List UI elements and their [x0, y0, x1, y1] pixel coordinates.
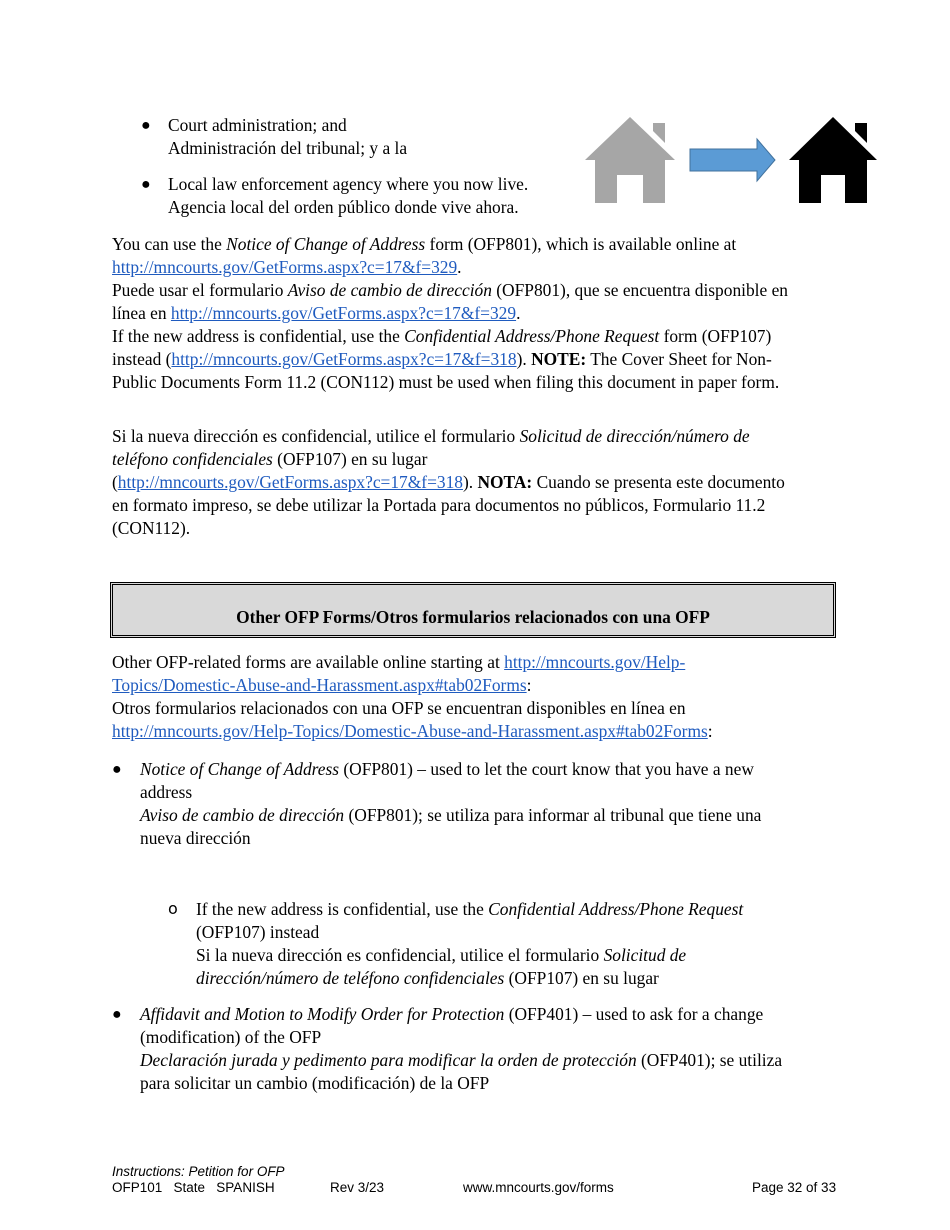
list-subitem-ofp107: If the new address is confidential, use the Confidential Address/Phone Request (OFP107) instead Si la nueva dirección es confidencial, utilice el formulario Solicitud de dirección/número de teléfono confidenciales (OFP107) en su lugar [196, 899, 744, 988]
gray-house-icon [585, 117, 675, 203]
help-topics-link-cont[interactable]: Topics/Domestic-Abuse-and-Harassment.aspx#tab02Forms [112, 675, 527, 695]
list-item-ofp401: Affidavit and Motion to Modify Order for Protection (OFP401) – used to ask for a change (modification) of the OFP Declaración jurada y pedimento para modificar la orden de protección (OFP401); se utiliza para solicitar un cambio (modificación) de la OFP [140, 1004, 783, 1093]
circle-bullet-icon: o [168, 899, 178, 918]
footer-page-number: Page 32 of 33 [752, 1180, 837, 1195]
ofp801-link[interactable]: http://mncourts.gov/GetForms.aspx?c=17&f=329 [112, 257, 458, 277]
bullet-icon: ● [112, 1006, 122, 1023]
notice-change-address-paragraph: You can use the Notice of Change of Address form (OFP801), which is available online at http://mncourts.gov/GetForms.aspx?c=17&f=329. Puede usar el formulario Aviso de cambio de dirección (OFP801), que se encuentra disponible en línea en http://mncourts.gov/GetForms.aspx?c=17&f=329. If the new address is confidential, use the Confidential Address/Phone Request form (OFP107) instead (http://mncourts.gov/GetForms.aspx?c=17&f=318). NOTE: The Cover Sheet for Non- Public Documents Form 11.2 (CON112) must be used when filing this document in paper form. [112, 234, 788, 392]
footer-website: www.mncourts.gov/forms [463, 1180, 614, 1195]
right-arrow-icon [690, 139, 775, 181]
bullet-icon: ● [141, 176, 151, 193]
list-item-ofp801: Notice of Change of Address (OFP801) – used to let the court know that you have a new address Aviso de cambio de dirección (OFP801); se utiliza para informar al tribunal que tiene una nueva dirección [140, 759, 762, 848]
bullet-icon: ● [112, 761, 122, 778]
footer-revision: Rev 3/23 [330, 1180, 385, 1195]
ofp107-link-es[interactable]: http://mncourts.gov/GetForms.aspx?c=17&f=318 [117, 472, 463, 492]
black-house-icon [789, 117, 877, 203]
section-heading-box [110, 582, 836, 638]
bullet-court-admin: Court administration; and Administración del tribunal; y a la [168, 115, 408, 158]
bullet-law-enforcement: Local law enforcement agency where you now live. Agencia local del orden público donde vive ahora. [168, 174, 529, 217]
ofp107-link[interactable]: http://mncourts.gov/GetForms.aspx?c=17&f=318 [171, 349, 517, 369]
help-topics-link[interactable]: http://mncourts.gov/Help- [504, 652, 686, 672]
other-forms-paragraph: Other OFP-related forms are available online starting at http://mncourts.gov/Help- Topics/Domestic-Abuse-and-Harassment.aspx#tab02Forms: Otros formularios relacionados con una OFP se encuentran disponibles en línea en http://mncourts.gov/Help-Topics/Domestic-Abuse-and-Harassment.aspx#tab02Forms: [112, 652, 713, 741]
address-change-illustration [585, 115, 880, 207]
bullet-icon: ● [141, 117, 151, 134]
footer-doc-title: Instructions: Petition for OFP [112, 1164, 285, 1179]
section-title: Other OFP Forms/Otros formularios relacionados con una OFP [236, 606, 710, 627]
confidential-address-paragraph-es: Si la nueva dirección es confidencial, utilice el formulario Solicitud de dirección/número de teléfono confidenciales (OFP107) en su lugar (http://mncourts.gov/GetForms.aspx?c=17&f=318). NOTA: Cuando se presenta este documento en formato impreso, se debe utilizar la Portada para documentos no públicos, Formulario 11.2 (CON112). [112, 426, 785, 538]
ofp801-link-es[interactable]: http://mncourts.gov/GetForms.aspx?c=17&f=329 [170, 303, 517, 323]
footer-form-id: OFP101 State SPANISH [112, 1180, 275, 1195]
help-topics-link-es[interactable]: http://mncourts.gov/Help-Topics/Domestic-Abuse-and-Harassment.aspx#tab02Forms [112, 721, 708, 741]
